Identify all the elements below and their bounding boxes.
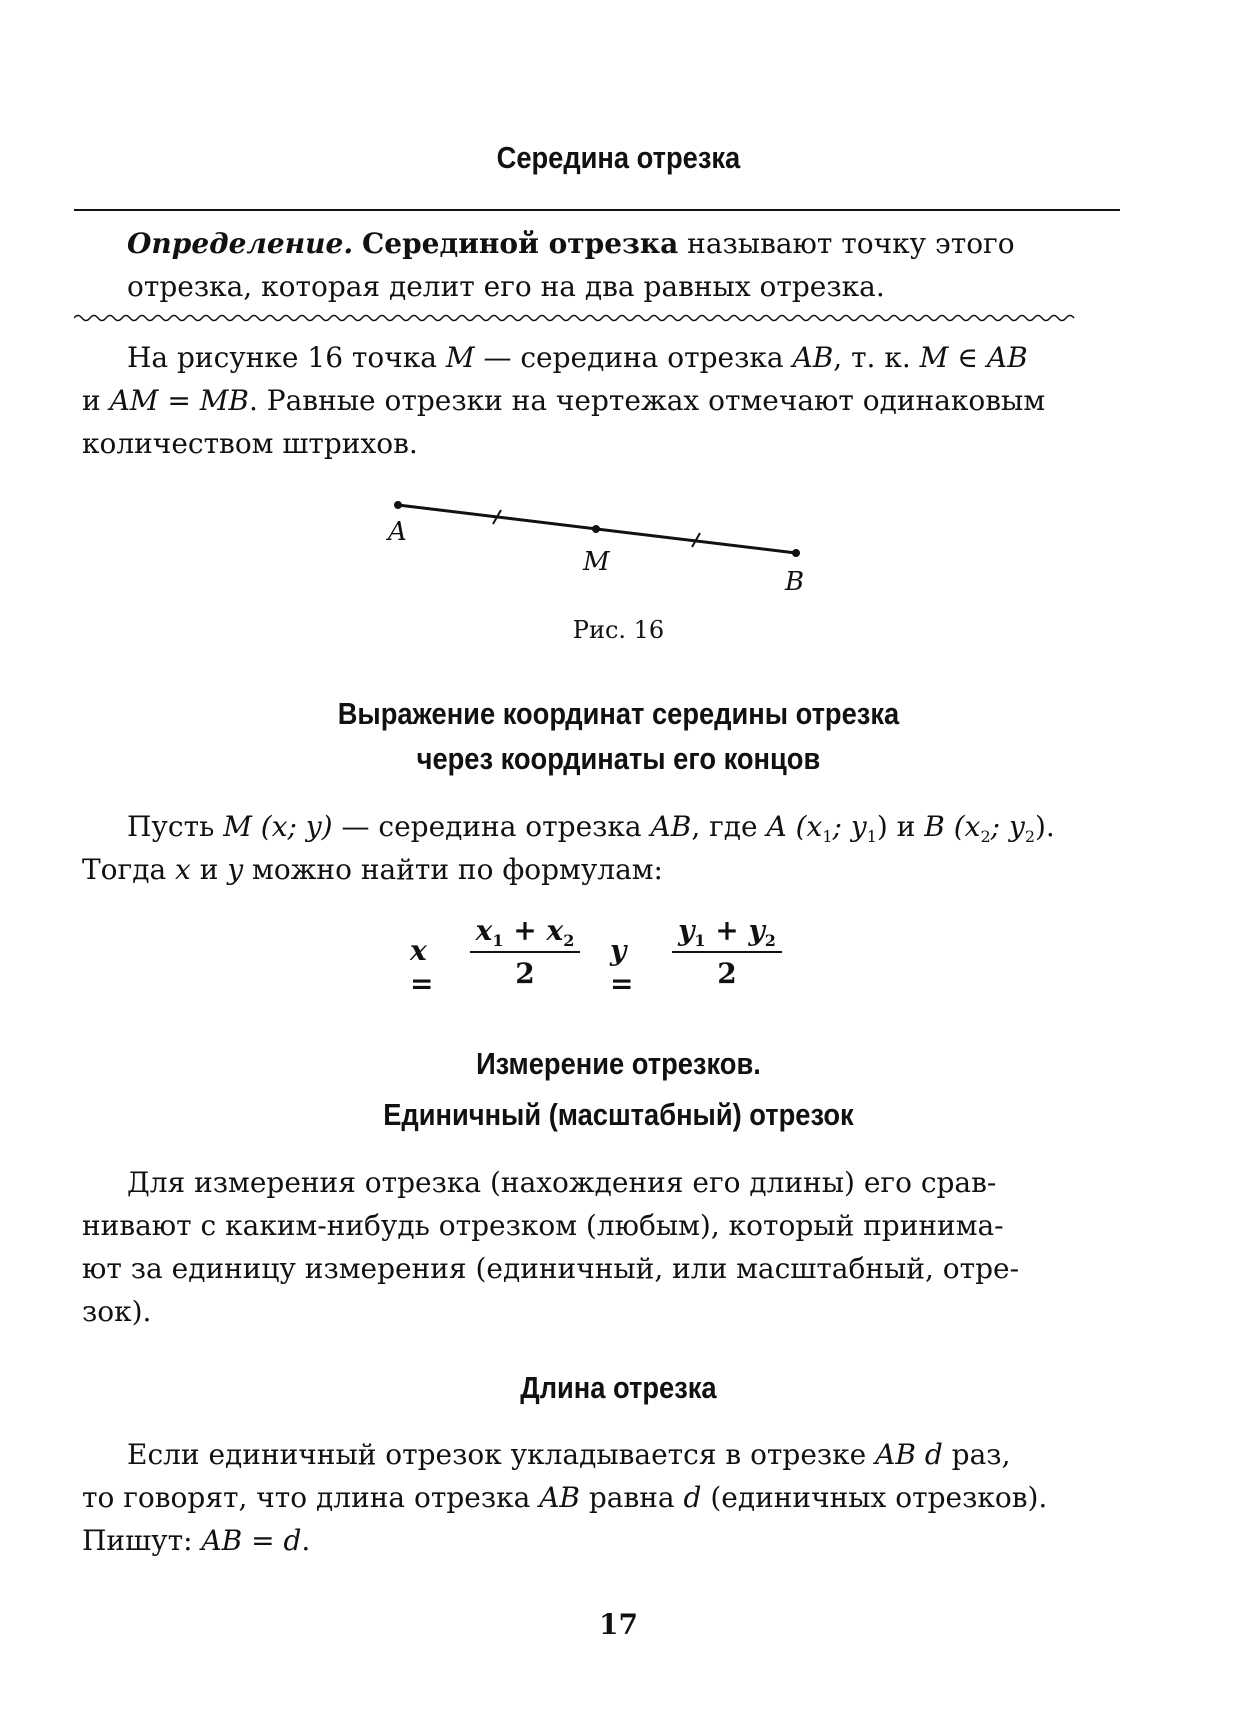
formula-x-denominator: 2	[515, 957, 535, 990]
para2-line-2	[82, 848, 1125, 891]
para2-text: ) и	[876, 810, 925, 843]
para3-line-1: Для измерения отрезка (нахождения его длины) его срав-	[127, 1166, 997, 1199]
para1-line-1	[82, 336, 1125, 379]
para4-var-ab: AB	[539, 1481, 580, 1514]
para4-equation: AB = d	[201, 1524, 302, 1557]
formula-term: x	[546, 914, 564, 947]
figure-caption: Рис. 16	[572, 616, 665, 644]
para1-var-m: M	[445, 341, 475, 374]
subscript: 1	[822, 827, 833, 846]
heading-measure-1: Измерение отрезков.	[476, 1046, 761, 1081]
para1-text: На рисунке 16 точка	[127, 341, 446, 374]
para2-text: Тогда	[82, 853, 176, 886]
formula-x-fraction	[470, 914, 580, 990]
para4-var-d: d	[683, 1481, 702, 1514]
para2-var-y: y	[227, 853, 244, 886]
paragraph-coords	[82, 805, 1125, 891]
para1-text: , т. к.	[833, 341, 920, 374]
paragraph-measure	[82, 1161, 1125, 1333]
definition-line-1	[82, 222, 1125, 265]
para3-line-3: ют за единицу измерения (единичный, или масштабный, отре-	[82, 1252, 1020, 1285]
formula-y-denominator: 2	[717, 957, 737, 990]
heading-length: Длина отрезка	[520, 1370, 717, 1405]
para1-text: . Равные отрезки на чертежах отмечают одинаковым	[248, 384, 1046, 417]
para2-point-a-y: ; y	[832, 810, 867, 843]
heading-coords-1: Выражение координат середины отрезка	[337, 696, 900, 731]
label-b: B	[785, 567, 805, 597]
formula-plus: +	[503, 914, 547, 947]
para2-point-a: A (x	[766, 810, 823, 843]
heading-midpoint: Середина отрезка	[496, 140, 741, 175]
definition-line-2: отрезка, которая делит его на два равных отрезка.	[127, 270, 885, 303]
definition-block	[82, 222, 1125, 308]
subscript: 2	[764, 931, 776, 950]
point-a	[394, 501, 402, 509]
para4-text: Если единичный отрезок укладывается в отрезке	[127, 1438, 876, 1471]
definition-top-rule	[74, 209, 1120, 211]
formula-term: x	[475, 914, 493, 947]
para4-text: Пишут:	[82, 1524, 202, 1557]
definition-label: Определение.	[127, 227, 354, 260]
para2-point-b-y: ; y	[990, 810, 1025, 843]
para2-text: можно найти по формулам:	[243, 853, 663, 886]
subscript: 2	[1024, 827, 1035, 846]
para2-text: Пусть	[127, 810, 224, 843]
para4-text: (единичных отрезков).	[701, 1481, 1048, 1514]
para4-text: то говорят, что длина отрезка	[82, 1481, 540, 1514]
para4-text: раз,	[942, 1438, 1011, 1471]
para1-text: и	[82, 384, 110, 417]
formula-x-lhs: x =	[410, 934, 434, 1000]
para3-line-2: нивают с каким-нибудь отрезком (любым), который принима-	[82, 1209, 1004, 1242]
point-b	[792, 549, 800, 557]
subscript: 2	[563, 931, 575, 950]
paragraph-midpoint-example	[82, 336, 1125, 465]
para1-equality: AM = MB	[109, 384, 249, 417]
para4-line-2	[82, 1476, 1125, 1519]
para3-line-4: зок).	[82, 1295, 152, 1328]
para4-line-1	[82, 1433, 1125, 1476]
para1-membership: M ∈ AB	[919, 341, 1028, 374]
formula-plus: +	[705, 914, 749, 947]
definition-term: Серединой отрезка	[361, 227, 679, 260]
formula-x-numerator	[470, 914, 580, 953]
definition-rest: называют точку этого	[678, 227, 1015, 260]
formula-y-numerator	[672, 914, 782, 953]
para4-text: равна	[579, 1481, 684, 1514]
label-m: M	[583, 547, 610, 577]
heading-coords-2: через координаты его концов	[416, 741, 821, 776]
formula-term: y	[748, 914, 765, 947]
subscript: 2	[980, 827, 991, 846]
label-a: A	[388, 517, 407, 547]
para4-var-ab-d: AB d	[875, 1438, 943, 1471]
paragraph-length	[82, 1433, 1125, 1562]
para1-line-2	[82, 379, 1125, 422]
para2-var-ab: AB	[650, 810, 692, 843]
para2-line-1	[82, 805, 1125, 848]
figure-16	[380, 495, 820, 605]
subscript: 1	[492, 931, 504, 950]
para1-line-3: количеством штрихов.	[82, 427, 418, 460]
para2-var-x: x	[175, 853, 191, 886]
heading-measure-2: Единичный (масштабный) отрезок	[383, 1097, 854, 1132]
formula-y-fraction	[672, 914, 782, 990]
definition-wavy-rule	[74, 312, 1124, 324]
page-number: 17	[599, 1608, 638, 1641]
para4-line-3	[82, 1519, 1125, 1562]
para2-text: — середина отрезка	[332, 810, 651, 843]
para4-text: .	[301, 1524, 311, 1557]
subscript: 1	[694, 931, 706, 950]
point-m	[592, 525, 600, 533]
para2-text: , где	[691, 810, 767, 843]
para1-text: — середина отрезка	[474, 341, 793, 374]
para2-point-m: M (x; y)	[223, 810, 333, 843]
para2-point-b: B (x	[924, 810, 981, 843]
formula-term: y	[678, 914, 695, 947]
para2-text: и	[190, 853, 228, 886]
para1-var-ab: AB	[792, 341, 834, 374]
formula-y-lhs: y =	[610, 934, 634, 1000]
subscript: 1	[866, 827, 877, 846]
para2-text: ).	[1035, 810, 1055, 843]
